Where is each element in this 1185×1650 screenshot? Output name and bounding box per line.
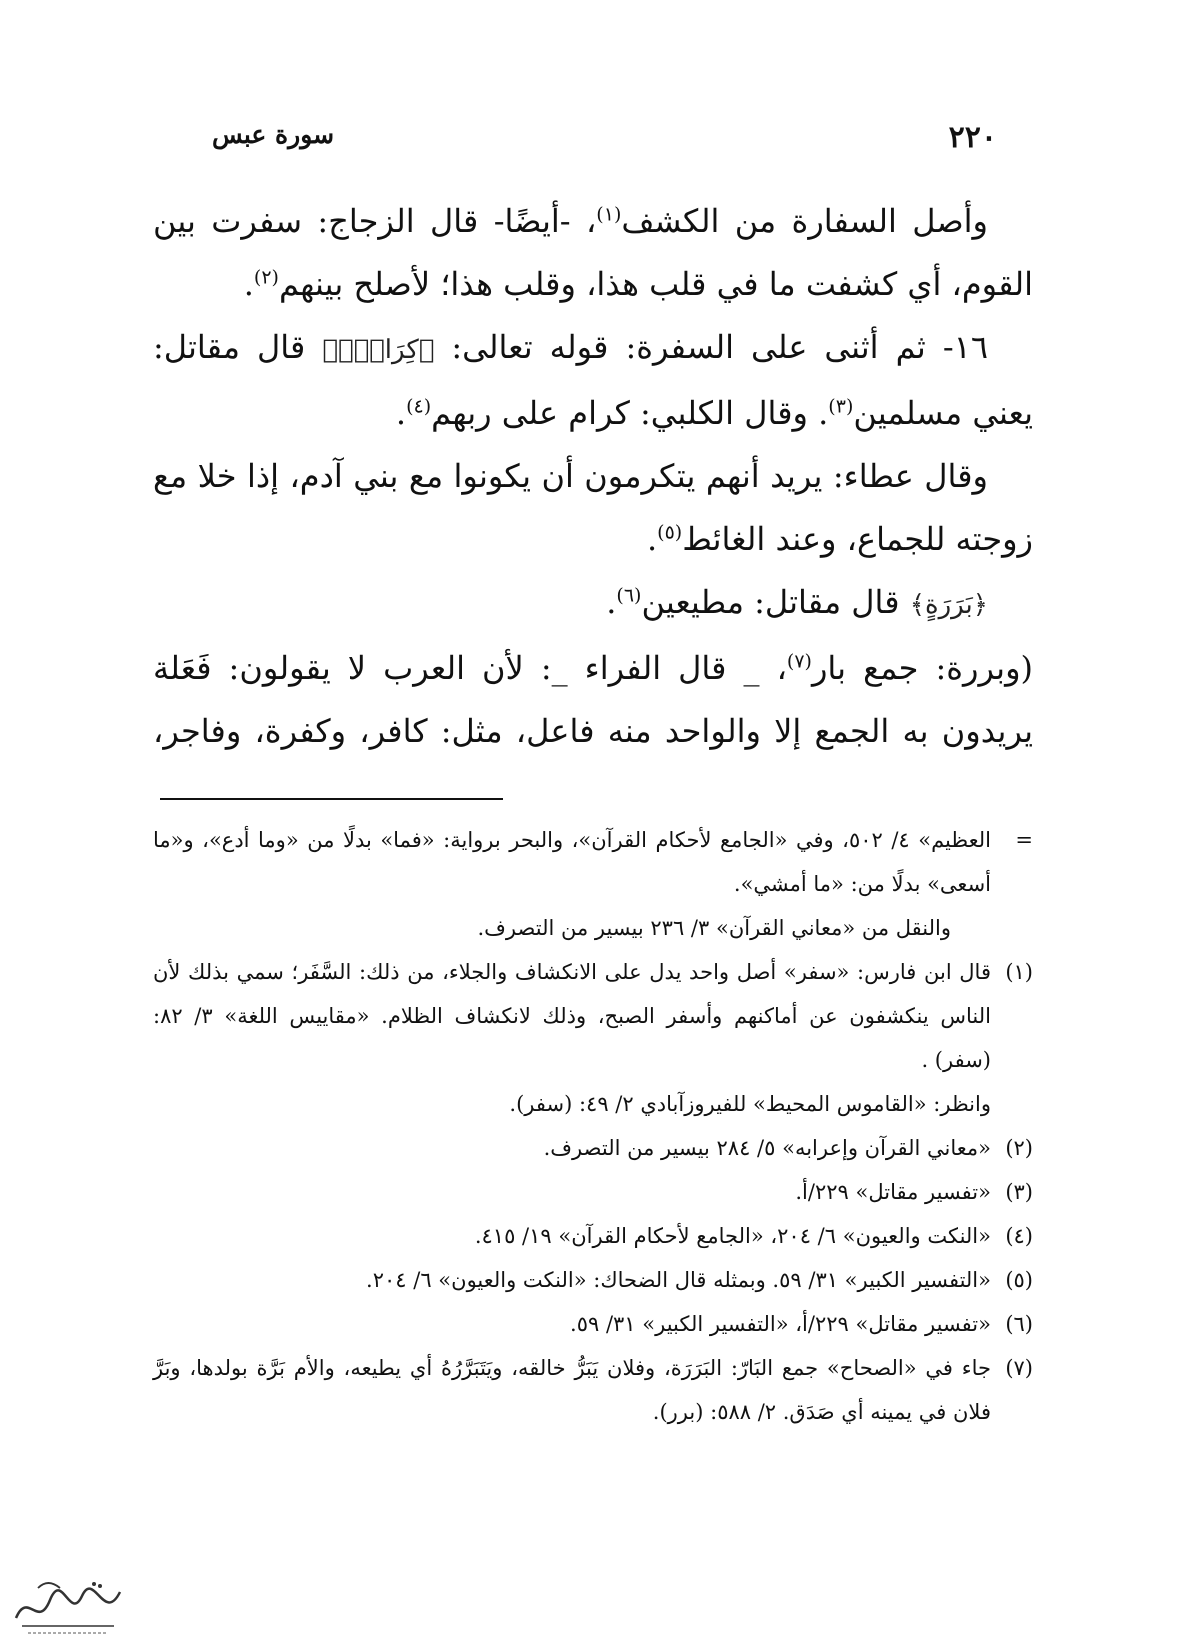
footnote-5	[153, 1258, 1033, 1302]
footnote-continued	[153, 818, 1033, 906]
paragraph-2	[153, 316, 1033, 445]
paragraph-text: .	[606, 583, 617, 621]
footnote-ref-5: (٥)	[657, 521, 683, 544]
paragraph-text: ، _ قال الفراء _: لأن العرب لا يقولون: فَعَلة يريدون به الجمع إلا والواحد منه فاعل، مثل: كافر، وكفرة، وفاجر،	[153, 649, 1033, 750]
footnote-number: (٦)	[1005, 1312, 1033, 1336]
continuation-marker: =	[1015, 828, 1033, 852]
paragraph-text: .	[646, 520, 658, 558]
paragraph-5	[153, 637, 1033, 763]
quran-verse: ﴿كِرَامِۭ﴾	[322, 335, 435, 365]
footnote-text: قال ابن فارس: «سفر» أصل واحد يدل على الانكشاف والجلاء، من ذلك: السَّفَر؛ سمي بذلك لأن الناس ينكشفون عن أماكنهم وأسفر الصبح، وذلك لانكشاف الظلام. «مقاييس اللغة» ٣/ ٨٢: (سفر) .	[153, 960, 991, 1072]
main-text	[153, 190, 1033, 763]
footnote-text: جاء في «الصحاح» جمع البَارّ: البَرَرَة، وفلان يَبَرُّ خالقه، ويَتَبَرَّرُهُ أي يطيعه، والأم بَرَّة بولدها، وبَرَّ فلان في يمينه أي صَدَق. ٢/ ٥٨٨: (برر).	[153, 1356, 991, 1424]
paragraph-text: قال مقاتل: يعني مسلمين	[153, 328, 1033, 432]
footnotes	[153, 818, 1033, 1434]
paragraph-text: ١٦- ثم أثنى على السفرة: قوله تعالى:	[434, 328, 989, 366]
footnote-number: (٣)	[1005, 1180, 1033, 1204]
footnote-number: (٢)	[1005, 1136, 1033, 1160]
footnote-4	[153, 1214, 1033, 1258]
footnote-3	[153, 1170, 1033, 1214]
paragraph-text: .	[243, 265, 254, 303]
footnote-ref-7: (٧)	[786, 650, 812, 673]
paragraph-text: وأصل السفارة من الكشف	[621, 202, 989, 240]
footnote-text: «تفسير مقاتل» ٢٢٩/أ، «التفسير الكبير» ٣١/ ٥٩.	[570, 1312, 991, 1336]
footnote-text: «معاني القرآن وإعرابه» ٥/ ٢٨٤ بيسير من التصرف.	[543, 1136, 991, 1160]
publisher-logo	[8, 1570, 128, 1640]
footnote-text: العظيم» ٤/ ٥٠٢، وفي «الجامع لأحكام القرآن»، والبحر برواية: «فما» بدلًا من «وما أدع»، و«ما أسعى» بدلًا من: «ما أمشي».	[153, 828, 991, 896]
footnote-number: (٤)	[1005, 1224, 1033, 1248]
paragraph-text: . وقال الكلبي: كرام على ربهم	[431, 394, 829, 432]
footnote-number: (٧)	[1005, 1356, 1033, 1380]
footnote-2	[153, 1126, 1033, 1170]
footnote-6	[153, 1302, 1033, 1346]
footnote-separator	[160, 798, 503, 800]
paragraph-text: ، -أيضًا- قال الزجاج: سفرت بين القوم، أي كشفت ما في قلب هذا، وقلب هذا؛ لأصلح بينهم	[153, 202, 1033, 303]
footnote-ref-4: (٤)	[406, 395, 432, 418]
paragraph-text: قال مقاتل: مطيعين	[641, 583, 910, 621]
footnote-subline: والنقل من «معاني القرآن» ٣/ ٢٣٦ بيسير من التصرف.	[477, 916, 951, 940]
paragraph-text: (وبررة: جمع بار	[811, 649, 1034, 687]
paragraph-1	[153, 190, 1033, 316]
footnote-number: (٥)	[1005, 1268, 1033, 1292]
paragraph-4	[153, 571, 1033, 637]
footnote-1	[153, 950, 1033, 1082]
footnote-subline: وانظر: «القاموس المحيط» للفيروزآبادي ٢/ ٤٩: (سفر).	[509, 1092, 991, 1116]
page-number: ٢٢٠	[948, 120, 997, 155]
paragraph-text: .	[395, 394, 407, 432]
footnote-ref-2: (٢)	[253, 266, 279, 289]
footnote-ref-3: (٣)	[828, 395, 854, 418]
quran-verse: ﴿بَرَرَةٍ﴾	[909, 590, 988, 620]
footnote-7	[153, 1346, 1033, 1434]
footnote-ref-6: (٦)	[616, 584, 642, 607]
footnote-text: «تفسير مقاتل» ٢٢٩/أ.	[795, 1180, 991, 1204]
page-header	[0, 120, 1185, 160]
footnote-number: (١)	[1005, 960, 1033, 984]
footnote-text: «التفسير الكبير» ٣١/ ٥٩. وبمثله قال الضحاك: «النكت والعيون» ٦/ ٢٠٤.	[366, 1268, 991, 1292]
paragraph-3	[153, 445, 1033, 571]
running-title: سورة عبس	[212, 120, 335, 149]
footnote-text: «النكت والعيون» ٦/ ٢٠٤، «الجامع لأحكام القرآن» ١٩/ ٤١٥.	[474, 1224, 991, 1248]
footnote-ref-1: (١)	[596, 203, 622, 226]
paragraph-text: وقال عطاء: يريد أنهم يتكرمون أن يكونوا مع بني آدم، إذا خلا مع زوجته للجماع، وعند الغائط	[153, 457, 1033, 558]
